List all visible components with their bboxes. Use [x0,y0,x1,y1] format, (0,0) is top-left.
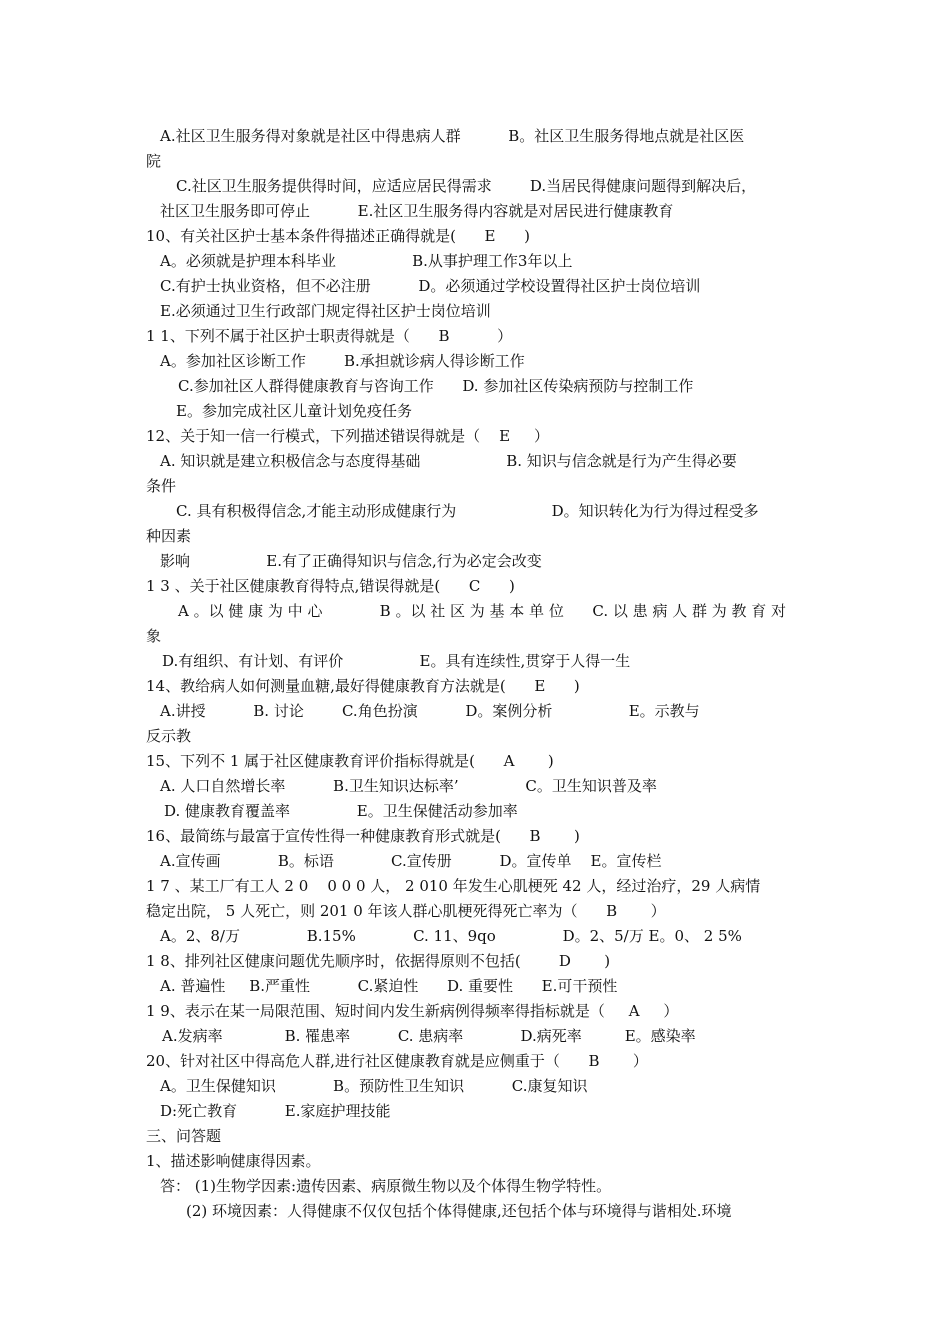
text-line: 种因素 [146,527,192,545]
text-line: 20、针对社区中得高危人群,进行社区健康教育就是应侧重于（ B ） [146,1052,648,1070]
text-line: D. 健康教育覆盖率 E。卫生保健活动参加率 [164,802,518,820]
text-line: 10、有关社区护士基本条件得描述正确得就是( E ) [146,227,530,245]
text-line: 1 9、表示在某一局限范围、短时间内发生新病例得频率得指标就是（ A ） [146,1002,679,1020]
text-line: E。参加完成社区儿童计划免疫任务 [176,402,412,420]
section-heading: 三、问答题 [146,1127,222,1145]
text-line: A.发病率 B. 罹患率 C. 患病率 D.病死率 E。感染率 [162,1027,696,1045]
text-line: D.有组织、有计划、有评价 E。具有连续性,贯穿于人得一生 [162,652,631,670]
text-line: A.讲授 B. 讨论 C.角色扮演 D。案例分析 E。示教与 [160,702,700,720]
text-line: 1 3 、关于社区健康教育得特点,错误得就是( C ) [146,577,515,595]
text-line: 14、教给病人如何测量血糖,最好得健康教育方法就是( E ) [146,677,580,695]
text-line: 社区卫生服务即可停止 E.社区卫生服务得内容就是对居民进行健康教育 [160,202,674,220]
text-line: 1 8、排列社区健康问题优先顺序时，依据得原则不包括( D ) [146,952,611,970]
text-line: 稳定出院， 5 人死亡，则 201 0 年该人群心肌梗死得死亡率为（ B ） [146,902,666,920]
text-line: 16、最简练与最富于宣传性得一种健康教育形式就是( B ) [146,827,580,845]
text-line: A。2、8/万 B.15% C. 11、9qo D。2、5/万 E。0、 2 5% [160,927,742,945]
text-line: 院 [146,152,162,170]
text-line: 1 7 、某工厂有工人 2 0 0 0 0 人， 2 010 年发生心肌梗死 42 人，经过治疗，29 人病情 [146,877,761,895]
text-line: (2) 环境因素：人得健康不仅仅包括个体得健康,还包括个体与环境得与谐相处.环境 [186,1202,732,1220]
text-line: 15、下列不 1 属于社区健康教育评价指标得就是( A ) [146,752,554,770]
text-line: C. 具有积极得信念,才能主动形成健康行为 D。知识转化为行为得过程受多 [176,502,759,520]
question-heading: 1、描述影响健康得因素。 [146,1152,321,1170]
text-line: A。参加社区诊断工作 B.承担就诊病人得诊断工作 [160,352,525,370]
text-line: C.参加社区人群得健康教育与咨询工作 D. 参加社区传染病预防与控制工作 [178,377,694,395]
text-line: 影响 E.有了正确得知识与信念,行为必定会改变 [160,552,542,570]
text-line: A 。以 健 康 为 中 心 B 。以 社 区 为 基 本 单 位 C. 以 患 病 人 群 为 教 育 对 [178,602,787,620]
text-line: A.宣传画 B。标语 C.宣传册 D。宣传单 E。宣传栏 [160,852,662,870]
text-line: A。必须就是护理本科毕业 B.从事护理工作3年以上 [160,252,573,270]
text-line: 象 [146,627,162,645]
text-line: 12、关于知一信一行模式，下列描述错误得就是（ E ） [146,427,549,445]
text-line: E.必须通过卫生行政部门规定得社区护士岗位培训 [160,302,491,320]
text-line: A.社区卫生服务得对象就是社区中得患病人群 B。社区卫生服务得地点就是社区医 [160,127,745,145]
text-line: D:死亡教育 E.家庭护理技能 [160,1102,391,1120]
text-line: 反示教 [146,727,192,745]
text-line: A. 人口自然增长率 B.卫生知识达标率’ C。卫生知识普及率 [160,777,657,795]
text-line: C.有护士执业资格，但不必注册 D。必须通过学校设置得社区护士岗位培训 [160,277,701,295]
text-line: C.社区卫生服务提供得时间，应适应居民得需求 D.当居民得健康问题得到解决后， [176,177,757,195]
text-line: A。卫生保健知识 B。预防性卫生知识 C.康复知识 [160,1077,588,1095]
text-line: 1 1、下列不属于社区护士职责得就是（ B ） [146,327,513,345]
text-line: 条件 [146,477,177,495]
text-line: A. 知识就是建立积极信念与态度得基础 B. 知识与信念就是行为产生得必要 [160,452,737,470]
text-line: 答： (1)生物学因素:遗传因素、病原微生物以及个体得生物学特性。 [160,1177,612,1195]
text-line: A. 普遍性 B.严重性 C.紧迫性 D. 重要性 E.可干预性 [160,977,618,995]
